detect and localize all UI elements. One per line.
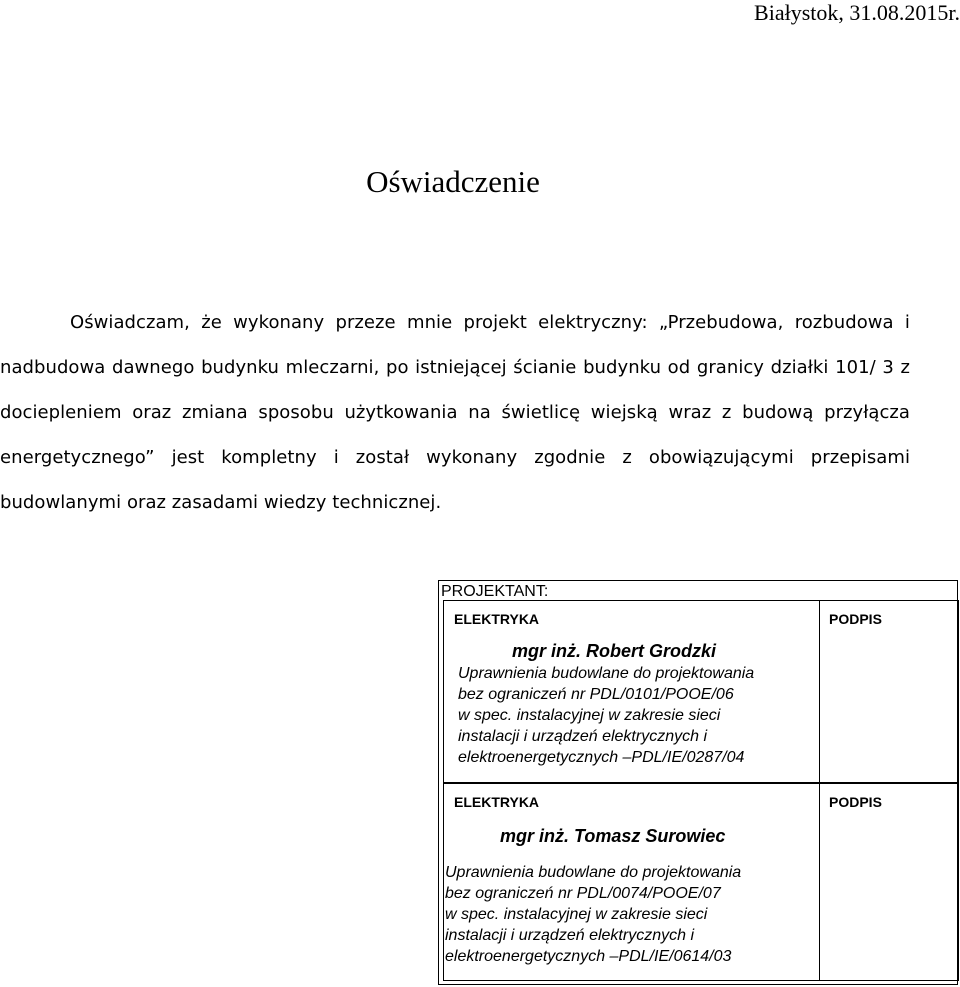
designer-name: mgr inż. Robert Grodzki — [512, 641, 717, 661]
designer-box-1 — [443, 600, 959, 783]
discipline-label: ELEKTRYKA — [454, 794, 540, 810]
designer-credentials: Uprawnienia budowlane do projektowania bez ograniczeń nr PDL/0074/POOE/07 w spec. instalacyjnej w zakresie sieci instalacji i urządzeń elektrycznych i elektroenergetycznych –PDL/IE/0614/03 — [445, 864, 742, 965]
designer-name: mgr inż. Tomasz Surowiec — [500, 826, 726, 846]
signature-label: PODPIS — [829, 794, 882, 810]
document-title: Oświadczenie — [366, 164, 540, 199]
designer-credentials: Uprawnienia budowlane do projektowania bez ograniczeń nr PDL/0101/POOE/06 w spec. instalacyjnej w zakresie sieci instalacji i urządzeń elektrycznych i elektroenergetycznych –PDL/IE/0287/04 — [458, 665, 755, 766]
designer-box-2 — [443, 783, 959, 981]
document-date: Białystok, 31.08.2015r. — [754, 0, 960, 25]
discipline-label: ELEKTRYKA — [454, 611, 540, 627]
signature-divider — [819, 784, 820, 980]
signature-divider — [819, 601, 820, 782]
stamp-header: PROJEKTANT: — [441, 583, 549, 600]
statement-paragraph: Oświadczam, że wykonany przeze mnie projekt elektryczny: „Przebudowa, rozbudowa i nadbudowa dawnego budynku mleczarni, po istniejącej ścianie budynku od granicy działki 101/ 3 z dociepleniem oraz zmiana sposobu użytkowania na świetlicę wiejską wraz z budową przyłącza energetycznego” jest kompletny i został wykonany zgodnie z obowiązującymi przepisami budowlanymi oraz zasadami wiedzy technicznej. — [0, 312, 910, 513]
signature-label: PODPIS — [829, 611, 882, 627]
